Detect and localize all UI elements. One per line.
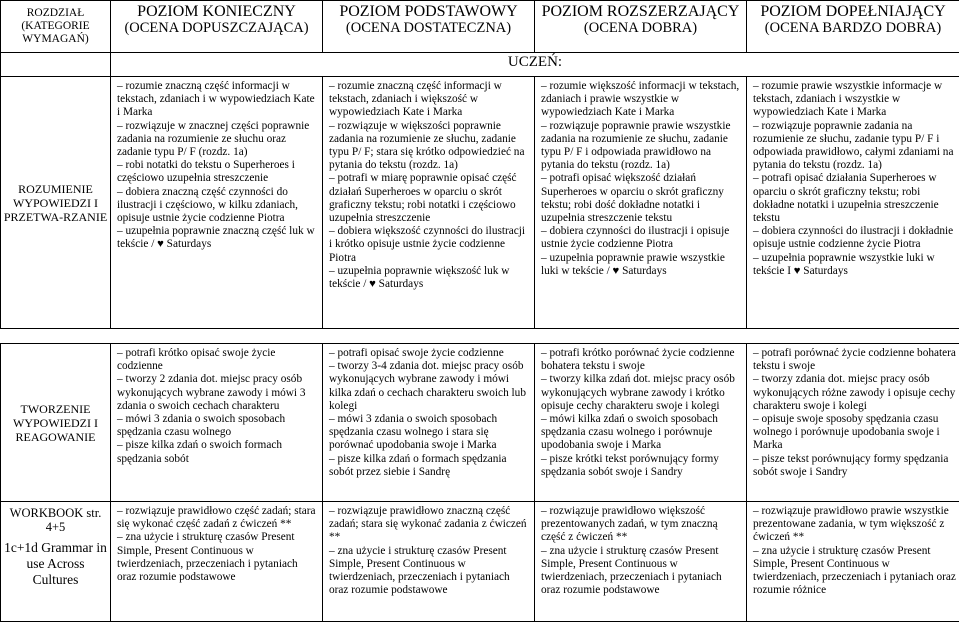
criterion-item: – mówi 3 zdania o swoich sposobach spędzania czasu wolnego i stara się porównać upodobania swoje i Marka [329, 413, 498, 452]
level-sub: (OCENA DOPUSZCZAJĄCA) [124, 20, 309, 36]
cell-workbook-1 [111, 502, 323, 622]
header-row [1, 1, 959, 53]
level-title: POZIOM DOPEŁNIAJĄCY [760, 3, 946, 20]
criterion-item: – rozwiązuje prawidłowo prawie wszystkie prezentowane zadania, w tym większość z ćwiczeń ** [753, 505, 949, 544]
criterion-item: – zna użycie i strukturę czasów Present Simple, Present Continuous w twierdzeniach, przeczeniach i pytaniach oraz rozumie podstawowe [117, 531, 298, 584]
criterion-item: – tworzy 2 zdania dot. miejsc pracy osób wykonujących wybrane zawody i mówi 3 zdania o swoich cechach charakteru [117, 373, 306, 412]
level-header-4 [747, 1, 959, 53]
cell-understanding-3 [535, 77, 747, 329]
section-understanding [1, 77, 959, 329]
criterion-item: – zna użycie i strukturę czasów Present Simple, Present Continuous w twierdzeniach, przeczeniach i pytaniach oraz rozumie różnice [753, 544, 956, 597]
grammar-label: 1c+1d Grammar in use Across Cultures [4, 540, 107, 587]
cell-understanding-2 [323, 77, 535, 329]
criterion-item: – pisze krótki tekst porównujący formy spędzania sobót swoje i Sandry [541, 452, 719, 478]
workbook-label: WORKBOOK str. 4+5 [9, 506, 102, 534]
criterion-item: – potrafi w miarę poprawnie opisać część działań Superheroes w oparciu o skrót graficzny tekstu; robi notatki i częściowo uzupełnia streszczenie [329, 172, 517, 225]
criterion-item: – zna użycie i strukturę czasów Present Simple, Present Continuous w twierdzeniach, przeczeniach i pytaniach oraz rozumie podstawowe [541, 544, 722, 597]
criterion-item: – pisze kilka zdań o formach spędzania sobót przez siebie i Sandrę [329, 452, 507, 478]
criterion-item: – potrafi opisać większość działań Superheroes w oparciu o skrót graficzny tekstu; robi dość dokładne notatki i uzupełnia streszczenie tekstu [541, 172, 724, 225]
level-title: POZIOM PODSTAWOWY [339, 3, 518, 20]
criterion-item: – rozwiązuje prawidłowo większość prezentowanych zadań, w tym znaczną część z ćwiczeń ** [541, 505, 718, 544]
criterion-item: – uzupełnia poprawnie wszystkie luki w tekście I ♥ Saturdays [753, 251, 935, 277]
category-understanding: ROZUMIENIE WYPOWIEDZI I PRZETWA-RZANIE [1, 77, 111, 329]
criterion-item: – rozumie większość informacji w tekstach, zdaniach i prawie wszystkie w wypowiedziach Kate i Marka [541, 80, 740, 119]
category-workbook [1, 502, 111, 622]
criterion-item: – potrafi porównać życie codzienne bohatera tekstu i swoje [753, 347, 956, 373]
criterion-item: – tworzy zdania dot. miejsc pracy osób wykonujących różne zawody i opisuje cechy charakteru swoje i kolegi [753, 373, 956, 412]
level-title: POZIOM KONIECZNY [137, 3, 296, 20]
cell-production-3 [535, 344, 747, 502]
criterion-item: – dobiera czynności do ilustracji i opisuje ustnie życie codzienne Piotra [541, 225, 730, 251]
criterion-item: – mówi 3 zdania o swoich sposobach spędzania czasu wolnego [117, 413, 286, 439]
cell-workbook-3 [535, 502, 747, 622]
criterion-item: – potrafi krótko opisać swoje życie codzienne [117, 347, 276, 373]
criterion-item: – potrafi krótko porównać życie codzienne bohatera tekstu i swoje [541, 347, 735, 373]
criterion-item: – uzupełnia poprawnie prawie wszystkie luki w tekście / ♥ Saturdays [541, 251, 725, 277]
section-workbook [1, 502, 959, 622]
criterion-item: – opisuje swoje sposoby spędzania czasu wolnego i porównuje upodobania swoje i Marka [753, 413, 940, 452]
category-production: TWORZENIE WYPOWIEDZI I REAGOWANIE [1, 344, 111, 502]
criterion-item: – uzupełnia poprawnie większość luk w tekście / ♥ Saturdays [329, 264, 510, 291]
criterion-item: – rozwiązuje prawidłowo część zadań; stara się wykonać część zadań z ćwiczeń ** [117, 505, 316, 531]
level-header-1 [111, 1, 323, 53]
criterion-item: – rozwiązuje w większości poprawnie zadania na rozumienie ze słuchu, zadanie typu P/ F; stara się krótko odpowiedzieć na pytania do tekstu (rozdz. 1a) [329, 119, 525, 172]
section-production [1, 344, 959, 502]
criterion-item: – pisze kilka zdań o swoich formach spędzania sobót [117, 439, 283, 465]
criterion-item: – rozumie znaczną część informacji w tekstach, zdaniach i większość w wypowiedziach Kate i Marka [329, 80, 502, 119]
criterion-item: – dobiera większość czynności do ilustracji i krótko opisuje ustnie życie codzienne Piotra [329, 225, 526, 264]
uczen-label: UCZEŃ: [111, 53, 959, 77]
level-header-3 [535, 1, 747, 53]
criterion-item: – mówi kilka zdań o swoich sposobach spędzania czasu wolnego i porównuje upodobania swoje i Marka [541, 413, 718, 452]
criterion-item: – rozwiązuje poprawnie zadania na rozumienie ze słuchu, zadanie typu P/ F i odpowiada prawidłowo, całymi zdaniami na pytania do tekstu (rozdz. 1a) [753, 119, 954, 172]
criterion-item: – zna użycie i strukturę czasów Present Simple, Present Continuous w twierdzeniach, przeczeniach i pytaniach oraz rozumie podstawowe [329, 544, 510, 597]
criterion-item: – pisze tekst porównujący formy spędzania sobót swoje i Sandry [753, 452, 949, 478]
criterion-item: – rozwiązuje poprawnie prawie wszystkie zadania na rozumienie ze słuchu, zadanie typu P/ F i odpowiada prawidłowo na pytania do tekstu (rozdz. 1a) [541, 119, 731, 172]
criterion-item: – tworzy kilka zdań dot. miejsc pracy osób wykonujących wybrane zawody i krótko opisuje cechy charakteru swoje i kolegi [541, 373, 735, 412]
level-header-2 [323, 1, 535, 53]
section-gap [1, 329, 959, 344]
cell-understanding-1 [111, 77, 323, 329]
criterion-item: – robi notatki do tekstu o Superheroes i częściowo uzupełnia streszczenie [117, 159, 295, 185]
cell-understanding-4 [747, 77, 959, 329]
level-sub: (OCENA DOSTATECZNA) [345, 20, 512, 36]
criterion-item: – rozwiązuje prawidłowo znaczną część zadań; stara się wykonać zadania z ćwiczeń ** [329, 505, 527, 544]
criterion-item: – uzupełnia poprawnie znaczną część luk w tekście / ♥ Saturdays [117, 225, 315, 251]
criterion-item: – rozumie znaczną część informacji w tekstach, zdaniach i w wypowiedziach Kate i Marka [117, 80, 315, 119]
criterion-item: – tworzy 3-4 zdania dot. miejsc pracy osób wykonujących wybrane zawody i mówi kilka zdań o cechach charakteru swoich lub kolegi [329, 360, 526, 412]
cell-workbook-2 [323, 502, 535, 622]
criterion-item: – rozwiązuje w znacznej części poprawnie zadania na rozumienie ze słuchu oraz zadanie typu P/ F (rozdz. 1a) [117, 119, 310, 159]
criterion-item: – dobiera czynności do ilustracji i dokładnie opisuje ustnie codzienne życie Piotra [753, 225, 954, 251]
cell-workbook-4 [747, 502, 959, 622]
cell-production-4 [747, 344, 959, 502]
level-sub: (OCENA BARDZO DOBRA) [764, 20, 942, 36]
uczen-row [1, 53, 959, 77]
level-title: POZIOM ROZSZERZAJĄCY [541, 3, 740, 20]
criterion-item: – dobiera znaczną część czynności do ilustracji i częściowo, w kilku zdaniach, opisuje ustnie życie codzienne Piotra [117, 185, 299, 225]
level-sub: (OCENA DOBRA) [583, 20, 698, 36]
criterion-item: – potrafi opisać swoje życie codzienne [329, 347, 504, 359]
cell-production-2 [323, 344, 535, 502]
criterion-item: – rozumie prawie wszystkie informacje w tekstach, zdaniach i wszystkie w wypowiedziach Kate i Marka [753, 80, 943, 119]
cell-production-1 [111, 344, 323, 502]
category-header: ROZDZIAŁ (KATEGORIE WYMAGAŃ) [1, 1, 111, 53]
criterion-item: – potrafi opisać działania Superheroes w oparciu o skrót graficzny tekstu; robi dokładne notatki i uzupełnia streszczenie tekstu [753, 172, 939, 225]
